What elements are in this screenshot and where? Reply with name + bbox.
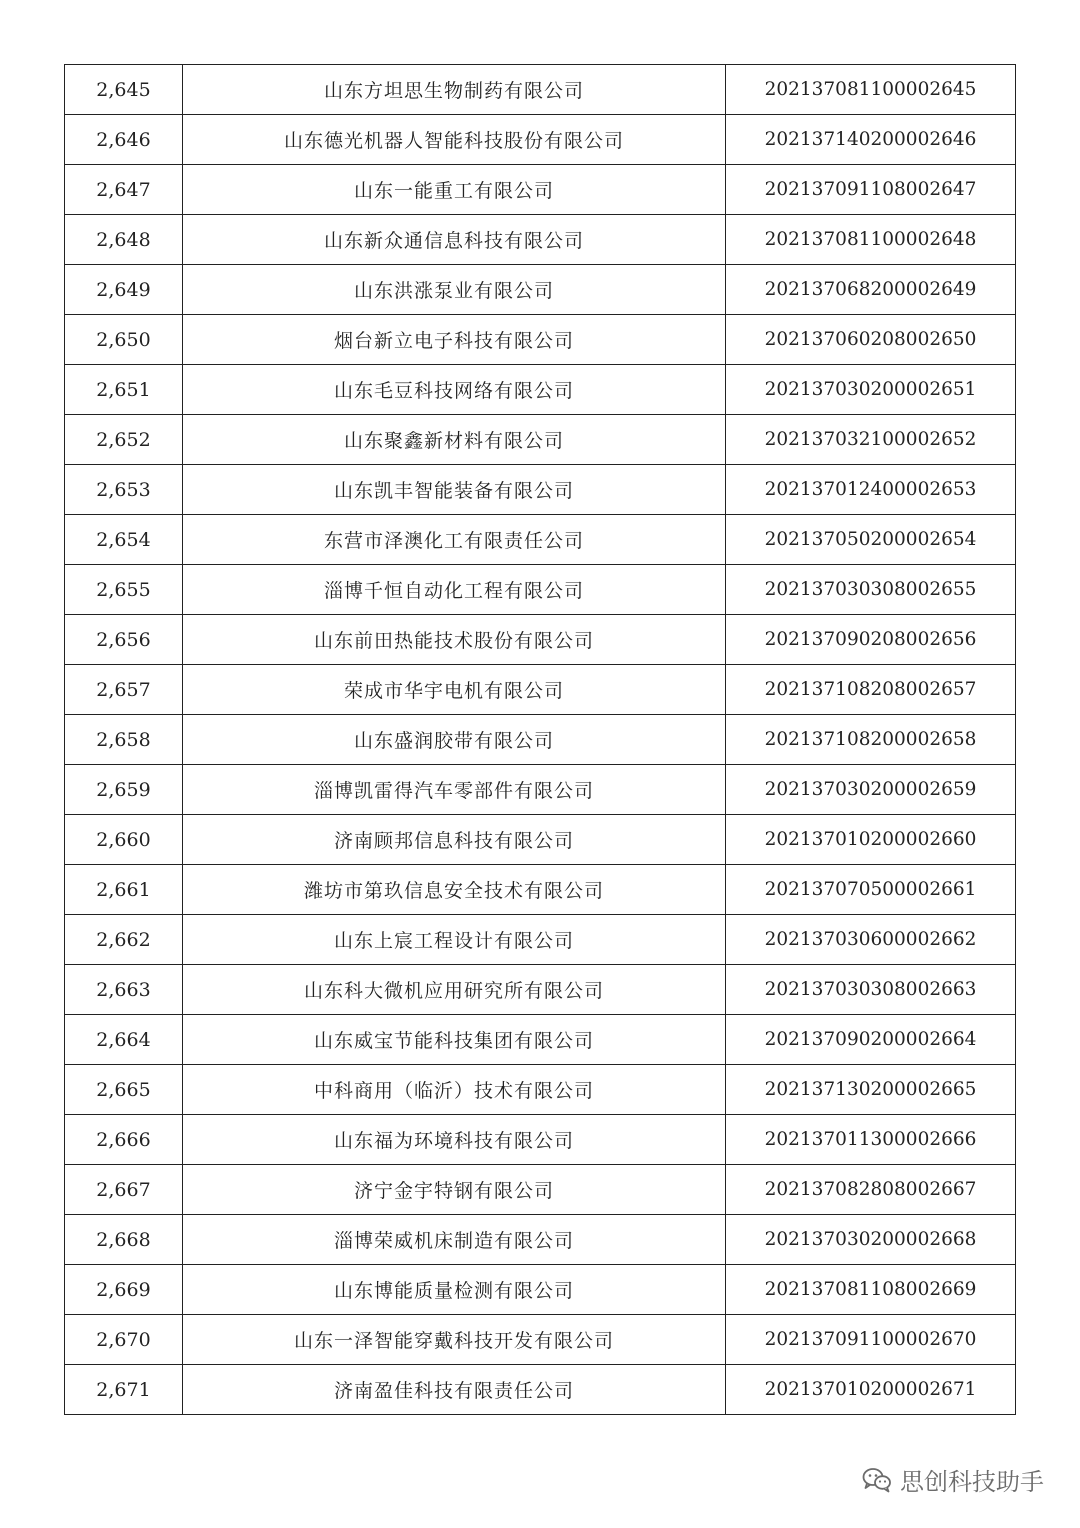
registration-code: 202137050200002654: [726, 515, 1016, 565]
row-number: 2,663: [65, 965, 183, 1015]
table-row: [65, 415, 1016, 465]
row-number: 2,668: [65, 1215, 183, 1265]
company-name: 中科商用（临沂）技术有限公司: [183, 1065, 726, 1115]
registration-code: 202137081108002669: [726, 1265, 1016, 1315]
registration-code: 202137081100002648: [726, 215, 1016, 265]
registration-code: 202137081100002645: [726, 65, 1016, 115]
wechat-icon: [862, 1467, 892, 1493]
watermark-text: 思创科技助手: [900, 1468, 1044, 1496]
table-row: [65, 465, 1016, 515]
table-row: [65, 715, 1016, 765]
registration-code: 202137091108002647: [726, 165, 1016, 215]
company-name: 济宁金宇特钢有限公司: [183, 1165, 726, 1215]
row-number: 2,646: [65, 115, 183, 165]
row-number: 2,652: [65, 415, 183, 465]
company-name: 山东方坦思生物制药有限公司: [183, 65, 726, 115]
row-number: 2,665: [65, 1065, 183, 1115]
row-number: 2,657: [65, 665, 183, 715]
registration-code: 202137091100002670: [726, 1315, 1016, 1365]
table-row: [65, 165, 1016, 215]
registration-code: 202137070500002661: [726, 865, 1016, 915]
row-number: 2,651: [65, 365, 183, 415]
company-name: 烟台新立电子科技有限公司: [183, 315, 726, 365]
company-name: 济南顾邦信息科技有限公司: [183, 815, 726, 865]
row-number: 2,648: [65, 215, 183, 265]
table-row: [65, 1315, 1016, 1365]
registration-code: 202137030200002668: [726, 1215, 1016, 1265]
row-number: 2,669: [65, 1265, 183, 1315]
row-number: 2,653: [65, 465, 183, 515]
registration-code: 202137011300002666: [726, 1115, 1016, 1165]
row-number: 2,650: [65, 315, 183, 365]
table-row: [65, 65, 1016, 115]
table-row: [65, 1065, 1016, 1115]
table-row: [65, 365, 1016, 415]
table-row: [65, 565, 1016, 615]
table-row: [65, 815, 1016, 865]
table-row: [65, 515, 1016, 565]
registration-code: 202137010200002671: [726, 1365, 1016, 1415]
wechat-watermark: [862, 1462, 1044, 1497]
company-name: 山东盛润胶带有限公司: [183, 715, 726, 765]
row-number: 2,671: [65, 1365, 183, 1415]
row-number: 2,664: [65, 1015, 183, 1065]
table-row: [65, 1265, 1016, 1315]
company-name: 山东凯丰智能装备有限公司: [183, 465, 726, 515]
row-number: 2,667: [65, 1165, 183, 1215]
registration-code: 202137090200002664: [726, 1015, 1016, 1065]
registration-code: 202137108208002657: [726, 665, 1016, 715]
registration-code: 202137082808002667: [726, 1165, 1016, 1215]
company-name: 济南盈佳科技有限责任公司: [183, 1365, 726, 1415]
registration-code: 202137012400002653: [726, 465, 1016, 515]
row-number: 2,654: [65, 515, 183, 565]
table-row: [65, 1215, 1016, 1265]
row-number: 2,656: [65, 615, 183, 665]
row-number: 2,647: [65, 165, 183, 215]
row-number: 2,649: [65, 265, 183, 315]
row-number: 2,666: [65, 1115, 183, 1165]
table-row: [65, 1115, 1016, 1165]
registration-code: 202137030200002659: [726, 765, 1016, 815]
table-body: [65, 65, 1016, 1415]
company-name: 山东聚鑫新材料有限公司: [183, 415, 726, 465]
table-row: [65, 115, 1016, 165]
table-row: [65, 865, 1016, 915]
table-row: [65, 615, 1016, 665]
company-name: 山东上宸工程设计有限公司: [183, 915, 726, 965]
table-row: [65, 265, 1016, 315]
table-row: [65, 665, 1016, 715]
table-row: [65, 915, 1016, 965]
row-number: 2,661: [65, 865, 183, 915]
company-table: [64, 64, 1016, 1415]
company-name: 山东科大微机应用研究所有限公司: [183, 965, 726, 1015]
registration-code: 202137030600002662: [726, 915, 1016, 965]
registration-code: 202137060208002650: [726, 315, 1016, 365]
company-name: 山东洪涨泵业有限公司: [183, 265, 726, 315]
registration-code: 202137030308002655: [726, 565, 1016, 615]
registration-code: 202137090208002656: [726, 615, 1016, 665]
row-number: 2,658: [65, 715, 183, 765]
table-row: [65, 315, 1016, 365]
row-number: 2,662: [65, 915, 183, 965]
registration-code: 202137108200002658: [726, 715, 1016, 765]
row-number: 2,659: [65, 765, 183, 815]
company-name: 山东新众通信息科技有限公司: [183, 215, 726, 265]
table-row: [65, 765, 1016, 815]
table-row: [65, 215, 1016, 265]
company-name: 山东一能重工有限公司: [183, 165, 726, 215]
company-name: 山东德光机器人智能科技股份有限公司: [183, 115, 726, 165]
company-name: 山东前田热能技术股份有限公司: [183, 615, 726, 665]
registration-code: 202137030308002663: [726, 965, 1016, 1015]
registration-code: 202137068200002649: [726, 265, 1016, 315]
company-name: 山东威宝节能科技集团有限公司: [183, 1015, 726, 1065]
company-name: 山东毛豆科技网络有限公司: [183, 365, 726, 415]
row-number: 2,645: [65, 65, 183, 115]
company-name: 淄博千恒自动化工程有限公司: [183, 565, 726, 615]
registration-code: 202137130200002665: [726, 1065, 1016, 1115]
company-name: 山东博能质量检测有限公司: [183, 1265, 726, 1315]
company-name: 山东福为环境科技有限公司: [183, 1115, 726, 1165]
table-row: [65, 1165, 1016, 1215]
company-name: 荣成市华宇电机有限公司: [183, 665, 726, 715]
row-number: 2,660: [65, 815, 183, 865]
row-number: 2,655: [65, 565, 183, 615]
company-name: 淄博凯雷得汽车零部件有限公司: [183, 765, 726, 815]
company-name: 山东一泽智能穿戴科技开发有限公司: [183, 1315, 726, 1365]
table-row: [65, 1365, 1016, 1415]
table-row: [65, 965, 1016, 1015]
registration-code: 202137010200002660: [726, 815, 1016, 865]
company-name: 潍坊市第玖信息安全技术有限公司: [183, 865, 726, 915]
row-number: 2,670: [65, 1315, 183, 1365]
company-name: 东营市泽澳化工有限责任公司: [183, 515, 726, 565]
company-name: 淄博荣威机床制造有限公司: [183, 1215, 726, 1265]
registration-code: 202137032100002652: [726, 415, 1016, 465]
registration-code: 202137030200002651: [726, 365, 1016, 415]
table-row: [65, 1015, 1016, 1065]
registration-code: 202137140200002646: [726, 115, 1016, 165]
